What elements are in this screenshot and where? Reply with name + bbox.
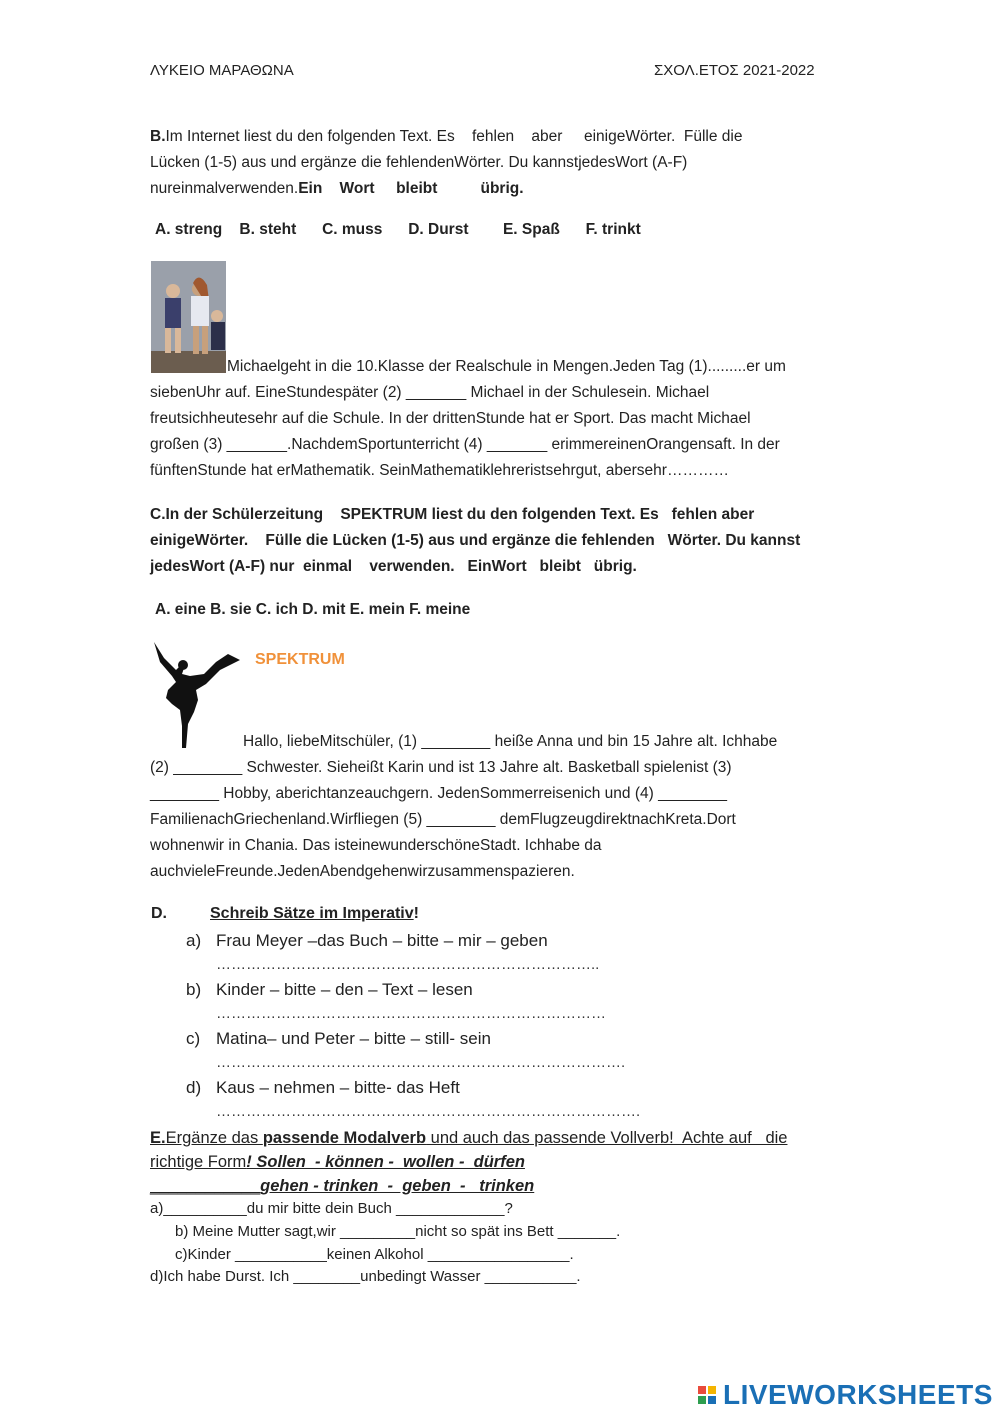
section-b-text-line-1: Michaelgeht in die 10.Klasse der Realschule in Mengen.Jeden Tag (1).........er um — [227, 358, 786, 375]
section-e-item-b[interactable]: b) Meine Mutter sagt,wir _________nicht so spät ins Bett _______. — [175, 1223, 621, 1240]
basketball-photo — [151, 261, 226, 373]
section-d-title: Schreib Sätze im Imperativ! — [210, 905, 419, 922]
section-b-instructions: B.Im Internet liest du den folgenden Text. Es fehlen aber einigeWörter. Fülle die Lücken (1-5) aus und ergänze die fehlendenWörter. Du kannstjedesWort (A-F) nureinmalverwenden.Ein Wort bleibt übrig. — [150, 128, 743, 197]
basketball-players-image — [151, 261, 226, 373]
list-item: d) Kaus – nehmen – bitte- das Heft …………………………………………………………………………. — [186, 1077, 686, 1126]
school-year: ΣΧΟΛ.ΕΤΟΣ 2021-2022 — [654, 62, 815, 79]
section-c-label: C. — [150, 506, 166, 523]
answer-line-c[interactable]: ………………………………………………………………………. — [216, 1054, 626, 1071]
liveworksheets-logo: LIVEWORKSHEETS — [697, 1378, 993, 1412]
section-e-label: E. — [150, 1129, 166, 1147]
section-d-list — [186, 930, 686, 1126]
logo-squares-icon — [697, 1385, 719, 1405]
answer-line-a[interactable]: ………………………………………………………………….. — [216, 956, 600, 973]
list-item: a) Frau Meyer –das Buch – bitte – mir – geben ………………………………………………………………….. — [186, 930, 686, 979]
spektrum-title: SPEKTRUM — [255, 651, 345, 668]
list-item: c) Matina– und Peter – bitte – still- sein ………………………………………………………………………. — [186, 1028, 686, 1077]
section-c-options: A. eine B. sie C. ich D. mit E. mein F. meine — [155, 601, 471, 618]
section-e-item-d[interactable]: d)Ich habe Durst. Ich ________unbedingt Wasser ___________. — [150, 1268, 581, 1285]
section-c-text-line-1: Hallo, liebeMitschüler, (1) ________ heiße Anna und bin 15 Jahre alt. Ichhabe — [243, 733, 778, 750]
section-d-label: D. — [151, 905, 167, 922]
answer-line-b[interactable]: …………………………………………………………………… — [216, 1005, 606, 1022]
section-c-instructions: C.In der Schülerzeitung SPEKTRUM liest du den folgenden Text. Es fehlen aber einigeWörter. Fülle die Lücken (1-5) aus und ergänze die fehlenden Wörter. Du kannst jedesWort (A-F) nur einmal verwenden. EinWort bleibt übrig. — [150, 506, 801, 575]
section-e-verbs: ____________gehen - trinken - geben - trinken — [150, 1177, 535, 1195]
list-item: b) Kinder – bitte – den – Text – lesen …………………………………………………………………… — [186, 979, 686, 1028]
section-b-label: B. — [150, 128, 166, 145]
answer-line-d[interactable]: …………………………………………………………………………. — [216, 1103, 641, 1120]
ballerina-silhouette — [150, 640, 245, 750]
ballerina-icon — [150, 640, 245, 750]
section-b-options: A. streng B. steht C. muss D. Durst E. Spaß F. trinkt — [155, 221, 641, 238]
section-e-item-c[interactable]: c)Kinder ___________keinen Alkohol _________________. — [175, 1246, 574, 1263]
school-name: ΛΥΚΕΙΟ ΜΑΡΑΘΩΝΑ — [150, 62, 294, 79]
section-e-item-a[interactable]: a)__________du mir bitte dein Buch _____________? — [150, 1200, 513, 1217]
section-b-text: siebenUhr auf. EineStundespäter (2) _______ Michael in der Schulesein. Michael freutsichheutesehr auf die Schule. In der drittenStunde hat er Sport. Das macht Michael großen (3) _______.NachdemSportunterricht (4) _______ erimmereinenOrangensaft. In der fünftenStunde hat erMathematik. SeinMathematiklehreristsehrgut, abersehr………… — [150, 384, 780, 479]
section-e-instructions: E.Ergänze das passende Modalverb und auch das passende Vollverb! Achte auf die richtige Form! Sollen - können - wollen - dürfen — [150, 1129, 788, 1171]
section-c-text: (2) ________ Schwester. Sieheißt Karin und ist 13 Jahre alt. Basketball spielenist (3) ________ Hobby, aberichtanzeauchgern. JedenSommerreisenich und (4) ________ FamilienachGriechenland.Wirfliegen (5) ________ demFlugzeugdirektnachKreta.Dort wohnenwir in Chania. Das isteinewunderschöneStadt. Ichhabe da auchvieleFreunde.JedenAbendgehenwirzusammenspazieren. — [150, 759, 736, 880]
